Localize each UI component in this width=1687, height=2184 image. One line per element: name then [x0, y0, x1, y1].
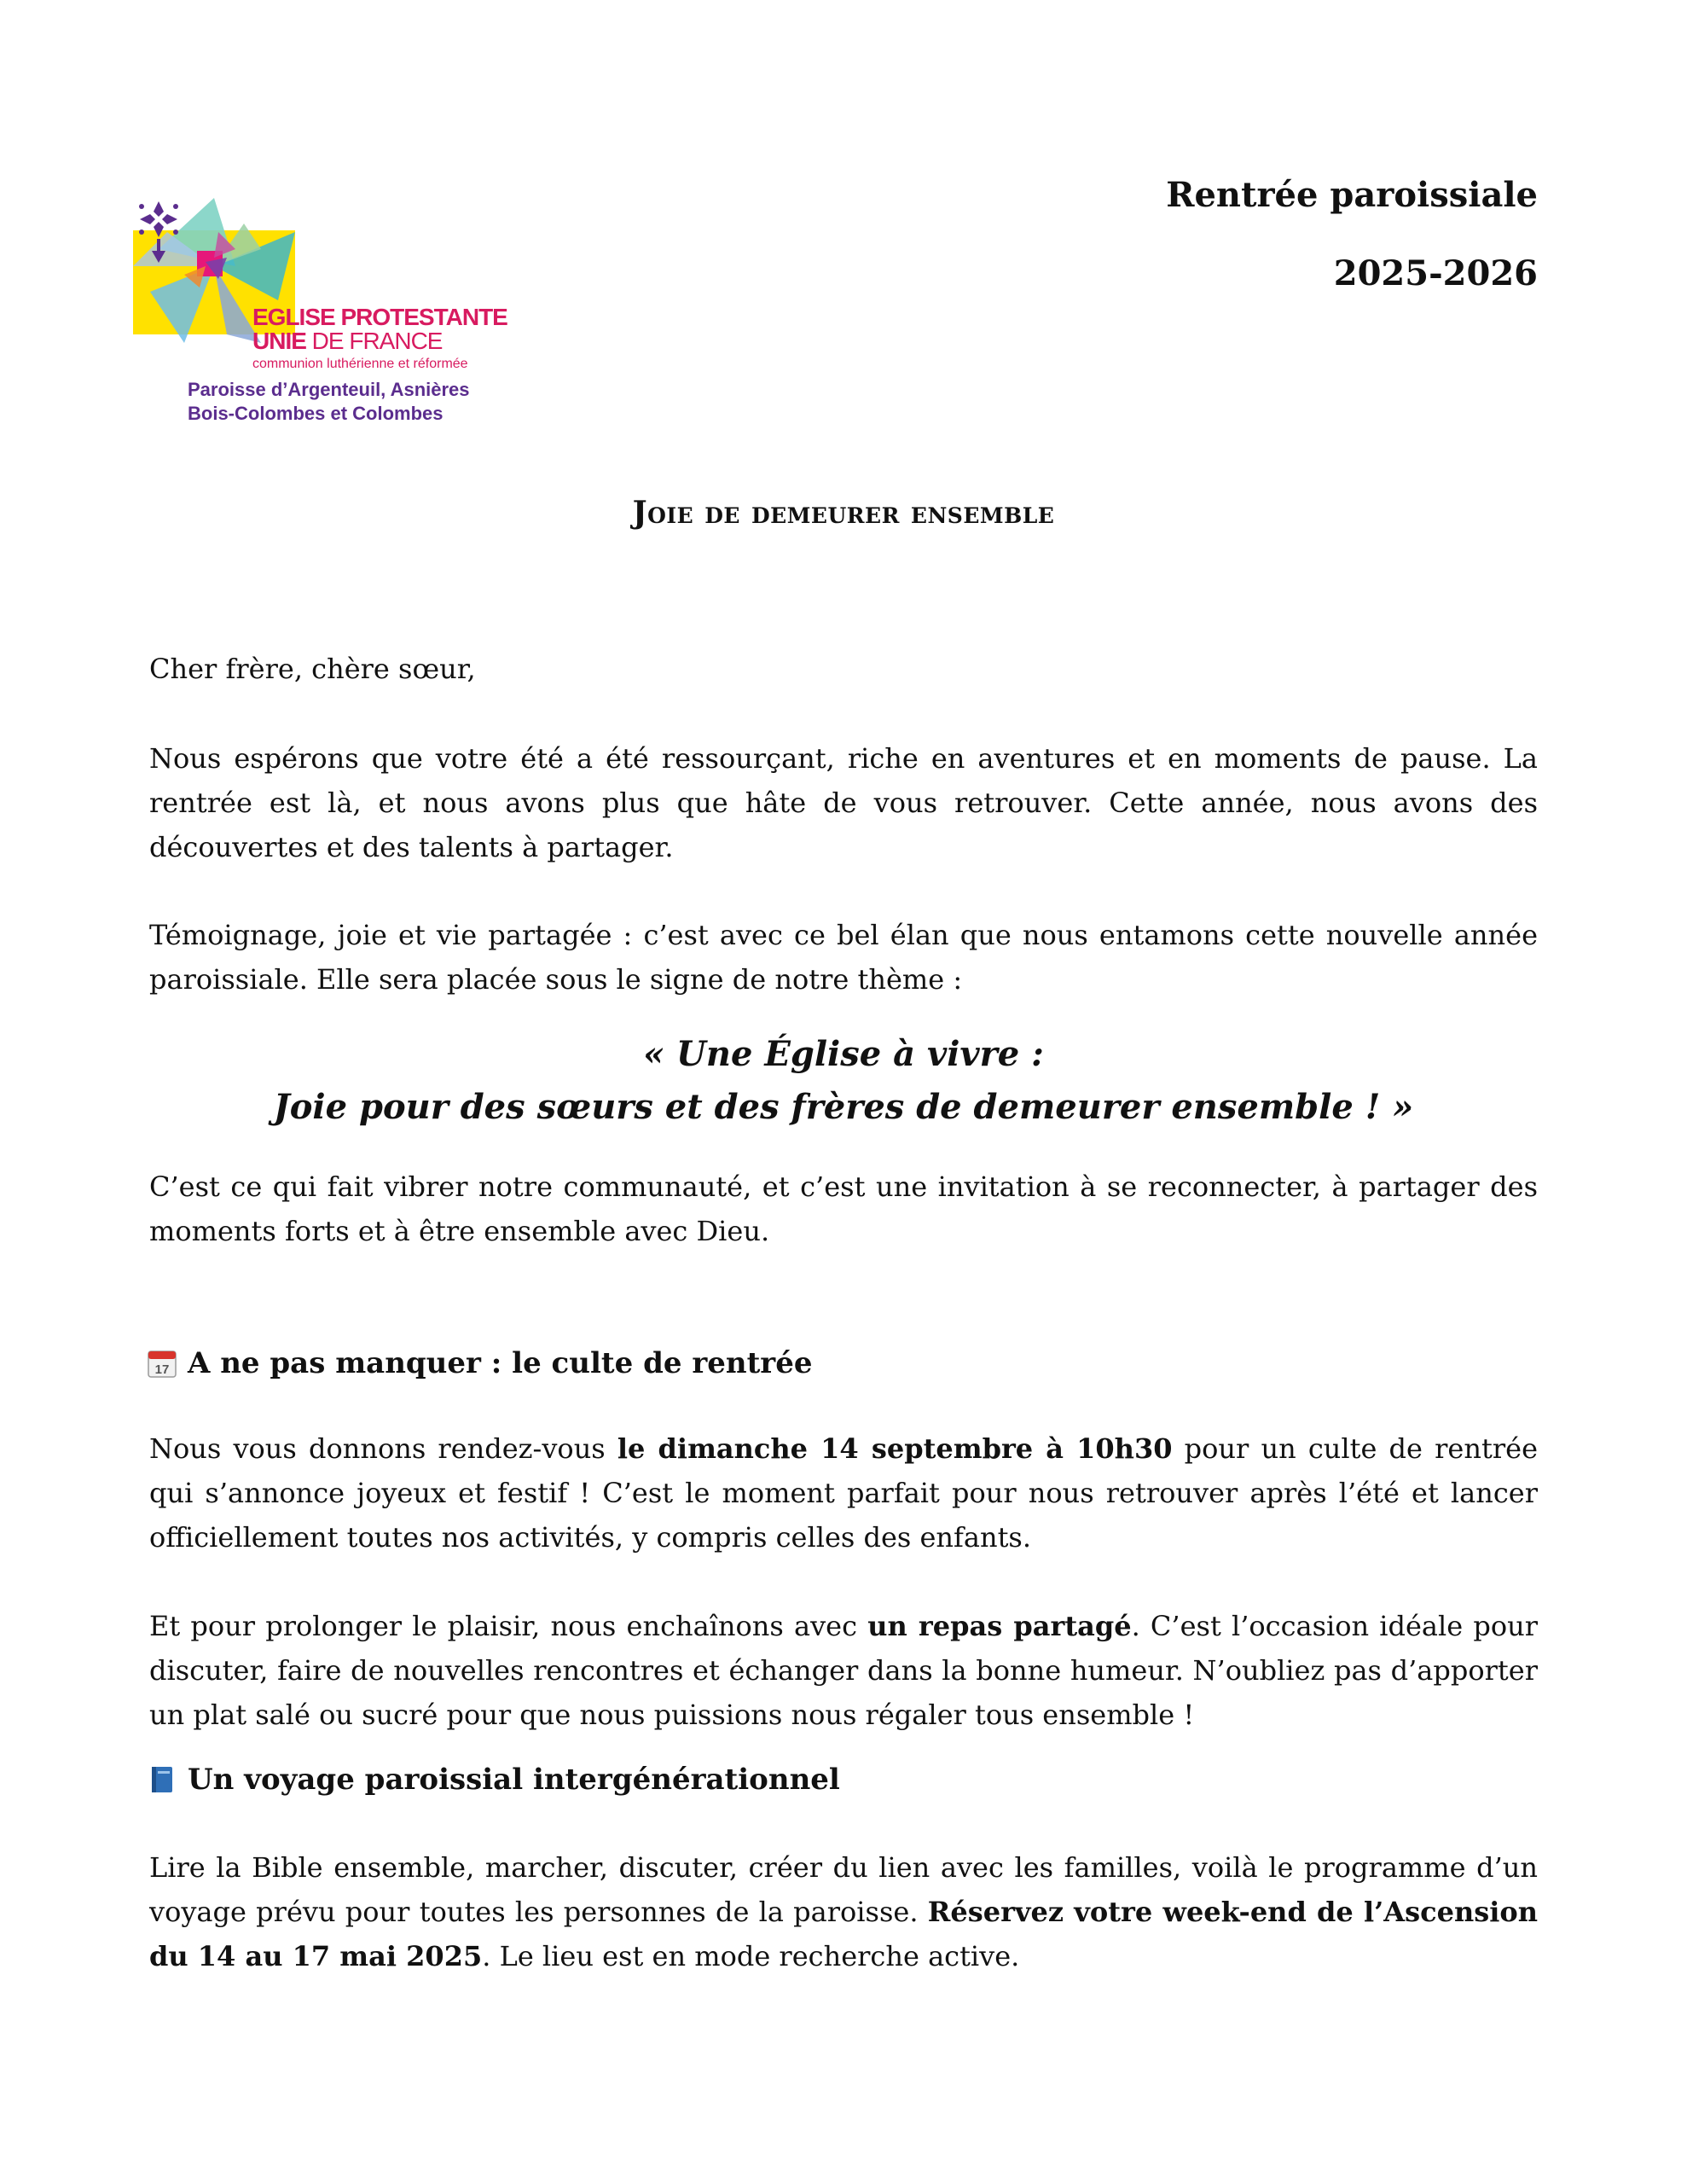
section2-heading-text: Un voyage paroissial intergénérationnel: [188, 1763, 840, 1797]
repas-paragraph-start: Et pour prolonger le plaisir, nous enchaînons avec: [149, 1610, 868, 1642]
page-title: Joie de demeurer ensemble: [632, 495, 1055, 531]
theme-paragraph: Témoignage, joie et vie partagée : c’est avec ce bel élan que nous entamons cette nouvelle année paroissiale. Elle sera placée sous le signe de notre thème :: [149, 919, 1538, 996]
logo-tagline: communion luthérienne et réformée: [252, 357, 468, 371]
section-heading-voyage: [147, 1763, 840, 1797]
header-title: Rentrée paroissiale: [1166, 175, 1538, 215]
culte-paragraph-end: pour un culte de rentrée qui s’annonce joyeux et festif ! C’est le moment parfait pour nous retrouver après l’été et lancer officiellement toutes nos activités, y compris celles des enfants.: [149, 1432, 1539, 1554]
logo-parish-line2: Bois-Colombes et Colombes: [188, 403, 443, 424]
church-logo: [133, 198, 507, 433]
logo-text-unie: UNIE: [252, 328, 306, 354]
culte-paragraph-start: Nous vous donnons rendez-vous: [149, 1432, 617, 1465]
quote-line2: Joie pour des sœurs et des frères de demeurer ensemble ! »: [273, 1087, 1414, 1127]
voyage-paragraph-start: Lire la Bible ensemble, marcher, discuter, créer du lien avec les familles, voilà le programme d’un voyage prévu pour toutes les personnes de la paroisse.: [149, 1851, 1538, 1928]
voyage-paragraph: [149, 1845, 1538, 1978]
calendar-icon-day: 17: [154, 1362, 170, 1377]
section1-heading-text: A ne pas manquer : le culte de rentrée: [188, 1346, 813, 1380]
repas-paragraph-end: . C’est l’occasion idéale pour discuter, faire de nouvelles rencontres et échanger dans la bonne humeur. N’oubliez pas d’apporter un plat salé ou sucré pour que nous puissions nous régaler tous ensemble !: [149, 1610, 1539, 1731]
section-heading-culte: [147, 1346, 812, 1380]
header-block: [1166, 175, 1538, 332]
header-year: 2025-2026: [1333, 253, 1538, 293]
quote-line1: « Une Église à vivre :: [643, 1034, 1044, 1074]
calendar-icon: [147, 1348, 177, 1379]
repas-highlight: un repas partagé: [867, 1610, 1132, 1642]
book-icon: [147, 1764, 177, 1795]
community-paragraph: C’est ce qui fait vibrer notre communauté, et c’est une invitation à se reconnecter, à partager des moments forts et à être ensemble avec Dieu.: [149, 1170, 1538, 1247]
culte-paragraph: [149, 1426, 1538, 1560]
repas-paragraph: [149, 1604, 1538, 1737]
logo-text-line1: EGLISE PROTESTANTE: [252, 304, 507, 330]
culte-date: le dimanche 14 septembre à 10h30: [617, 1432, 1173, 1465]
voyage-dates: Réservez votre week-end de l’Ascension du 14 au 17 mai 2025: [149, 1896, 1539, 1972]
greeting: Cher frère, chère sœur,: [149, 653, 476, 685]
logo-text-de-france: DE FRANCE: [305, 328, 443, 354]
logo-text-line2: [252, 328, 442, 355]
voyage-paragraph-end: . Le lieu est en mode recherche active.: [482, 1940, 1020, 1972]
huguenot-cross-icon: [133, 198, 184, 266]
logo-parish-line1: Paroisse d’Argenteuil, Asnières: [188, 379, 470, 400]
intro-paragraph: Nous espérons que votre été a été ressourçant, riche en aventures et en moments de pause. La rentrée est là, et nous avons plus que hâte de vous retrouver. Cette année, nous avons des découvertes et des talents à partager.: [149, 742, 1538, 863]
theme-quote: [0, 1028, 1687, 1134]
